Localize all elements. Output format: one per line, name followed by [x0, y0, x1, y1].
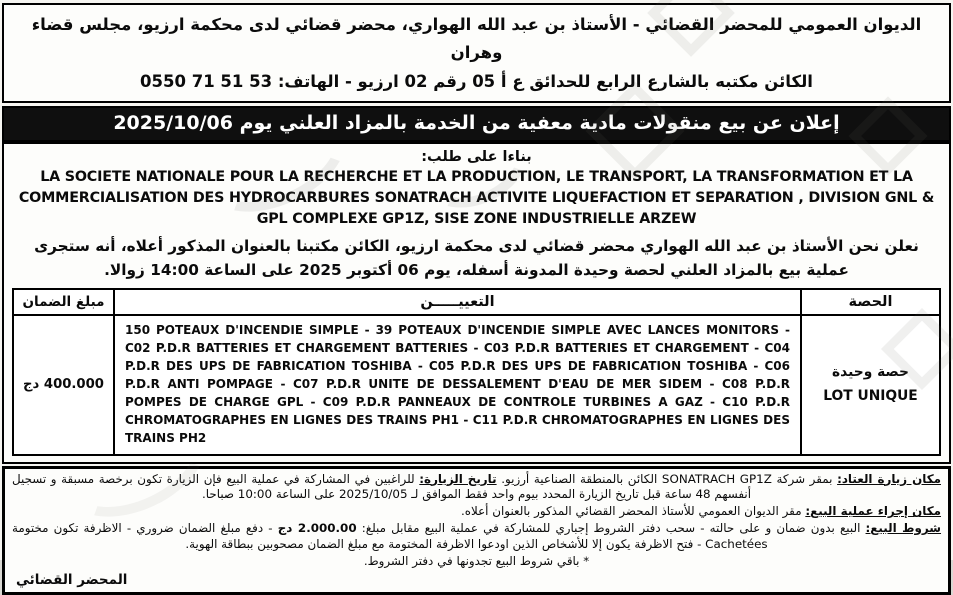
request-label: بناءا على طلب: — [421, 149, 532, 166]
office-phone-number: 0550 71 51 53 — [140, 71, 273, 91]
office-title-line: الديوان العمومي للمحضر القضائي - الأستاذ بن عبد الله الهواري، محضر قضائي لدى محكمة ارزيو، مجلس قضاء وهران — [31, 15, 922, 63]
visit-place-text: بمقر شركة SONATRACH GP1Z الكائن بالمنطقة الصناعية أرزيو. — [496, 471, 838, 486]
conditions-text-b: - دفع مبلغ الضمان ضروري - الاظرفة تكون مختومة Cachetées - فتح الاظرفة يكون إلا للأشخاص الذين اودعوا الاظرفة المختومة مع مبلغ الضمان مصحوبين ببطاقة الهوية. — [12, 521, 768, 552]
lot-name-french: LOT UNIQUE — [823, 387, 918, 404]
sale-place-text: مقر الديوان العمومي للأستاذ المحضر القضائي المذكور بالعنوان أعلاه. — [460, 504, 806, 519]
lots-table — [12, 288, 941, 456]
column-header-guarantee: مبلغ الضمان — [13, 289, 114, 315]
booklet-fee-amount: 2.000.00 دج — [277, 521, 357, 536]
bailiff-office-header — [2, 3, 951, 103]
conditions-text-a: البيع بدون ضمان و على حالته - سحب دفتر الشروط إجباري للمشاركة في عملية البيع مقابل مبلغ: — [356, 521, 866, 536]
remaining-conditions-line: * باقي شروط البيع تجدونها في دفتر الشروط. — [363, 554, 590, 569]
lots-table-header-row — [13, 289, 940, 315]
lot-cell — [801, 315, 940, 455]
visit-date-label: تاريخ الزيارة: — [419, 471, 497, 486]
lot-name-arabic: حصة وحيدة — [832, 364, 909, 381]
visit-place-label: مكان زيارة العتاد: — [837, 471, 941, 486]
office-address-line — [10, 68, 943, 96]
column-header-lot: الحصة — [801, 289, 940, 315]
visit-info-line — [12, 472, 941, 504]
sale-place-label: مكان إجراء عملية البيع: — [805, 504, 941, 519]
guarantee-amount-cell: 400.000 دج — [13, 315, 114, 455]
sale-conditions-line — [12, 521, 941, 553]
column-header-designation: التعييـــــن — [114, 289, 801, 315]
auction-announcement-text: نعلن نحن الأستاذ بن عبد الله الهواري محضر قضائي لدى محكمة ارزيو، الكائن مكتبنا بالعنوان المذكور أعلاه، أنه ستجرى عملية بيع بالمزاد العلني لحصة وحيدة المدونة أسفله، يوم 06 أكتوبر 2025 على الساعة 14:00 زوالا. — [34, 236, 919, 280]
sale-place-line — [12, 504, 941, 520]
conditions-label: شروط البيع: — [865, 521, 942, 536]
office-address-text: الكائن مكتبه بالشارع الرابع للحدائق ع أ 05 رقم 02 ارزيو - الهاتف: — [272, 71, 813, 91]
bailiff-signature: المحضر القضائي — [16, 572, 128, 589]
table-row — [13, 315, 940, 455]
requesting-company-name: LA SOCIETE NATIONALE POUR LA RECHERCHE ET LA PRODUCTION, LE TRANSPORT, LA TRANSFORMATION ET LA COMMERCIALISATION DES HYDROCARBURES SONATRACH ACTIVITE LIQUEFACTION ET SEPARATION , DIVISION GNL & GPL COMPLEXE GP1Z, SISE ZONE INDUSTRIELLE ARZEW — [18, 169, 935, 228]
designation-cell: 150 POTEAUX D'INCENDIE SIMPLE - 39 POTEAUX D'INCENDIE SIMPLE AVEC LANCES MONITORS - C02 P.D.R BATTERIES ET CHARGEMENT BATTERIES - C03 P.D.R BATTERIES ET CHARGEMENT - C04 P.D.R DES UPS DE FABRICATION TOSHIBA - C05 P.D.R DES UPS DE FABRICATION TOSHIBA - C06 P.D.R ANTI POMPAGE - C07 P.D.R UNITE DE DESSALEMENT D'EAU DE MER SIDEM - C08 P.D.R POMPES DE CHARGE GPL - C09 P.D.R PANNEAUX DE CONTROLE TURBINES A GAZ - C10 P.D.R CHROMATOGRAPHES EN LIGNES DES TRAINS PH1 - C11 P.D.R CHROMATOGRAPHES EN LIGNES DES TRAINS PH2 — [114, 315, 801, 455]
sale-conditions-footer — [2, 466, 951, 595]
auction-banner-title: إعلان عن بيع منقولات مادية معفية من الخدمة بالمزاد العلني يوم 2025/10/06 — [2, 106, 951, 142]
notice-body — [2, 142, 951, 463]
visit-date-text: للراغبين في المشاركة في عملية البيع فإن الزيارة تكون برخصة مسبقة و تسجيل أنفسهم 48 ساعة قبل تاريخ الزيارة المحدد بيوم واحد فقط الموافق لـ 2025/10/05 على الساعة 10:00 صباحا. — [12, 471, 752, 502]
